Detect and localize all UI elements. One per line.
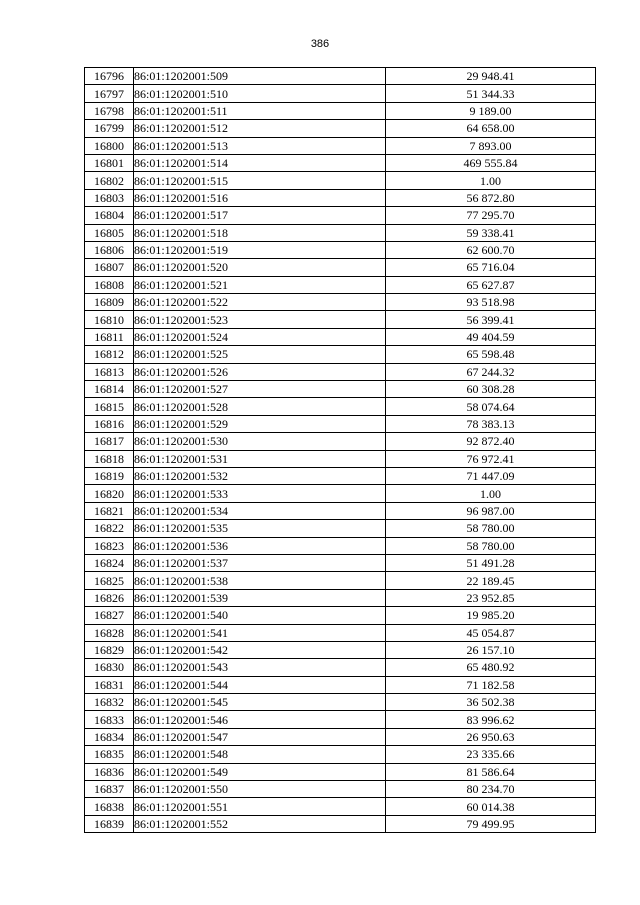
- cadastral-number-cell: 86:01:1202001:552: [134, 815, 386, 832]
- table-row: [85, 798, 596, 815]
- cadastral-value-cell: 60 308.28: [386, 381, 596, 398]
- table-row: [85, 224, 596, 241]
- cadastral-value-cell: 56 399.41: [386, 311, 596, 328]
- cadastral-number-cell: 86:01:1202001:531: [134, 450, 386, 467]
- cadastral-value-cell: 96 987.00: [386, 502, 596, 519]
- row-number-cell: 16806: [85, 241, 134, 258]
- cadastral-value-table: [84, 67, 596, 833]
- cadastral-number-cell: 86:01:1202001:523: [134, 311, 386, 328]
- table-row: [85, 485, 596, 502]
- table-row: [85, 85, 596, 102]
- cadastral-value-cell: 51 344.33: [386, 85, 596, 102]
- cadastral-number-cell: 86:01:1202001:534: [134, 502, 386, 519]
- table-row: [85, 711, 596, 728]
- table-row: [85, 520, 596, 537]
- cadastral-value-cell: 62 600.70: [386, 241, 596, 258]
- cadastral-value-cell: 71 447.09: [386, 467, 596, 484]
- cadastral-number-cell: 86:01:1202001:510: [134, 85, 386, 102]
- table-row: [85, 276, 596, 293]
- row-number-cell: 16804: [85, 207, 134, 224]
- cadastral-number-cell: 86:01:1202001:520: [134, 259, 386, 276]
- table-row: [85, 398, 596, 415]
- table-row: [85, 607, 596, 624]
- cadastral-value-cell: 1.00: [386, 485, 596, 502]
- cadastral-number-cell: 86:01:1202001:517: [134, 207, 386, 224]
- cadastral-number-cell: 86:01:1202001:538: [134, 572, 386, 589]
- row-number-cell: 16808: [85, 276, 134, 293]
- row-number-cell: 16819: [85, 467, 134, 484]
- cadastral-number-cell: 86:01:1202001:540: [134, 607, 386, 624]
- cadastral-value-cell: 26 157.10: [386, 641, 596, 658]
- row-number-cell: 16802: [85, 172, 134, 189]
- row-number-cell: 16805: [85, 224, 134, 241]
- cadastral-value-cell: 78 383.13: [386, 415, 596, 432]
- table-row: [85, 746, 596, 763]
- row-number-cell: 16820: [85, 485, 134, 502]
- cadastral-number-cell: 86:01:1202001:509: [134, 68, 386, 85]
- table-row: [85, 572, 596, 589]
- cadastral-number-cell: 86:01:1202001:549: [134, 763, 386, 780]
- cadastral-number-cell: 86:01:1202001:530: [134, 433, 386, 450]
- table-row: [85, 763, 596, 780]
- cadastral-value-cell: 19 985.20: [386, 607, 596, 624]
- table-row: [85, 554, 596, 571]
- cadastral-value-cell: 65 480.92: [386, 659, 596, 676]
- row-number-cell: 16829: [85, 641, 134, 658]
- cadastral-number-cell: 86:01:1202001:535: [134, 520, 386, 537]
- row-number-cell: 16814: [85, 381, 134, 398]
- cadastral-value-cell: 58 074.64: [386, 398, 596, 415]
- cadastral-value-cell: 36 502.38: [386, 694, 596, 711]
- cadastral-value-cell: 71 182.58: [386, 676, 596, 693]
- cadastral-value-cell: 60 014.38: [386, 798, 596, 815]
- table-row: [85, 659, 596, 676]
- row-number-cell: 16807: [85, 259, 134, 276]
- cadastral-number-cell: 86:01:1202001:546: [134, 711, 386, 728]
- cadastral-value-cell: 1.00: [386, 172, 596, 189]
- cadastral-value-cell: 45 054.87: [386, 624, 596, 641]
- cadastral-value-cell: 23 952.85: [386, 589, 596, 606]
- cadastral-value-cell: 59 338.41: [386, 224, 596, 241]
- cadastral-value-cell: 51 491.28: [386, 554, 596, 571]
- table-row: [85, 415, 596, 432]
- table-row: [85, 676, 596, 693]
- row-number-cell: 16798: [85, 102, 134, 119]
- row-number-cell: 16800: [85, 137, 134, 154]
- cadastral-value-cell: 26 950.63: [386, 728, 596, 745]
- table-row: [85, 172, 596, 189]
- table-row: [85, 346, 596, 363]
- cadastral-value-cell: 56 872.80: [386, 189, 596, 206]
- cadastral-number-cell: 86:01:1202001:545: [134, 694, 386, 711]
- row-number-cell: 16833: [85, 711, 134, 728]
- table-row: [85, 728, 596, 745]
- cadastral-number-cell: 86:01:1202001:550: [134, 781, 386, 798]
- cadastral-number-cell: 86:01:1202001:547: [134, 728, 386, 745]
- cadastral-value-cell: 77 295.70: [386, 207, 596, 224]
- cadastral-value-cell: 58 780.00: [386, 520, 596, 537]
- cadastral-number-cell: 86:01:1202001:533: [134, 485, 386, 502]
- cadastral-value-cell: 49 404.59: [386, 328, 596, 345]
- cadastral-value-cell: 58 780.00: [386, 537, 596, 554]
- row-number-cell: 16803: [85, 189, 134, 206]
- table-row: [85, 102, 596, 119]
- table-row: [85, 154, 596, 171]
- table-row: [85, 624, 596, 641]
- row-number-cell: 16811: [85, 328, 134, 345]
- cadastral-number-cell: 86:01:1202001:513: [134, 137, 386, 154]
- cadastral-value-cell: 65 598.48: [386, 346, 596, 363]
- cadastral-number-cell: 86:01:1202001:528: [134, 398, 386, 415]
- cadastral-number-cell: 86:01:1202001:544: [134, 676, 386, 693]
- table-row: [85, 381, 596, 398]
- cadastral-number-cell: 86:01:1202001:515: [134, 172, 386, 189]
- cadastral-value-cell: 92 872.40: [386, 433, 596, 450]
- cadastral-value-cell: 29 948.41: [386, 68, 596, 85]
- table-row: [85, 694, 596, 711]
- row-number-cell: 16826: [85, 589, 134, 606]
- cadastral-number-cell: 86:01:1202001:539: [134, 589, 386, 606]
- row-number-cell: 16809: [85, 294, 134, 311]
- table-row: [85, 450, 596, 467]
- row-number-cell: 16799: [85, 120, 134, 137]
- cadastral-number-cell: 86:01:1202001:526: [134, 363, 386, 380]
- table-row: [85, 781, 596, 798]
- cadastral-number-cell: 86:01:1202001:548: [134, 746, 386, 763]
- cadastral-value-cell: 65 627.87: [386, 276, 596, 293]
- cadastral-number-cell: 86:01:1202001:518: [134, 224, 386, 241]
- cadastral-number-cell: 86:01:1202001:511: [134, 102, 386, 119]
- table-row: [85, 189, 596, 206]
- table-row: [85, 537, 596, 554]
- cadastral-value-cell: 67 244.32: [386, 363, 596, 380]
- cadastral-value-cell: 79 499.95: [386, 815, 596, 832]
- row-number-cell: 16823: [85, 537, 134, 554]
- row-number-cell: 16801: [85, 154, 134, 171]
- table-row: [85, 207, 596, 224]
- row-number-cell: 16831: [85, 676, 134, 693]
- row-number-cell: 16810: [85, 311, 134, 328]
- cadastral-number-cell: 86:01:1202001:524: [134, 328, 386, 345]
- row-number-cell: 16816: [85, 415, 134, 432]
- row-number-cell: 16817: [85, 433, 134, 450]
- cadastral-number-cell: 86:01:1202001:541: [134, 624, 386, 641]
- row-number-cell: 16834: [85, 728, 134, 745]
- cadastral-number-cell: 86:01:1202001:537: [134, 554, 386, 571]
- table-row: [85, 502, 596, 519]
- cadastral-number-cell: 86:01:1202001:514: [134, 154, 386, 171]
- row-number-cell: 16837: [85, 781, 134, 798]
- row-number-cell: 16812: [85, 346, 134, 363]
- table-row: [85, 311, 596, 328]
- cadastral-number-cell: 86:01:1202001:525: [134, 346, 386, 363]
- row-number-cell: 16835: [85, 746, 134, 763]
- cadastral-value-cell: 64 658.00: [386, 120, 596, 137]
- row-number-cell: 16796: [85, 68, 134, 85]
- cadastral-number-cell: 86:01:1202001:542: [134, 641, 386, 658]
- cadastral-number-cell: 86:01:1202001:551: [134, 798, 386, 815]
- row-number-cell: 16839: [85, 815, 134, 832]
- cadastral-number-cell: 86:01:1202001:512: [134, 120, 386, 137]
- cadastral-value-cell: 9 189.00: [386, 102, 596, 119]
- cadastral-number-cell: 86:01:1202001:527: [134, 381, 386, 398]
- cadastral-number-cell: 86:01:1202001:529: [134, 415, 386, 432]
- table-row: [85, 328, 596, 345]
- row-number-cell: 16827: [85, 607, 134, 624]
- cadastral-value-cell: 23 335.66: [386, 746, 596, 763]
- row-number-cell: 16815: [85, 398, 134, 415]
- row-number-cell: 16813: [85, 363, 134, 380]
- row-number-cell: 16797: [85, 85, 134, 102]
- table-row: [85, 641, 596, 658]
- cadastral-number-cell: 86:01:1202001:532: [134, 467, 386, 484]
- page-number: 386: [310, 38, 330, 50]
- cadastral-value-cell: 76 972.41: [386, 450, 596, 467]
- table-row: [85, 68, 596, 85]
- table-row: [85, 467, 596, 484]
- cadastral-number-cell: 86:01:1202001:519: [134, 241, 386, 258]
- cadastral-value-cell: 80 234.70: [386, 781, 596, 798]
- row-number-cell: 16824: [85, 554, 134, 571]
- table-row: [85, 137, 596, 154]
- cadastral-value-cell: 93 518.98: [386, 294, 596, 311]
- row-number-cell: 16832: [85, 694, 134, 711]
- cadastral-value-cell: 7 893.00: [386, 137, 596, 154]
- table-row: [85, 589, 596, 606]
- row-number-cell: 16828: [85, 624, 134, 641]
- row-number-cell: 16825: [85, 572, 134, 589]
- cadastral-value-cell: 65 716.04: [386, 259, 596, 276]
- row-number-cell: 16821: [85, 502, 134, 519]
- table-row: [85, 363, 596, 380]
- row-number-cell: 16822: [85, 520, 134, 537]
- cadastral-number-cell: 86:01:1202001:521: [134, 276, 386, 293]
- table-row: [85, 120, 596, 137]
- row-number-cell: 16838: [85, 798, 134, 815]
- row-number-cell: 16818: [85, 450, 134, 467]
- cadastral-value-cell: 22 189.45: [386, 572, 596, 589]
- table-row: [85, 433, 596, 450]
- cadastral-number-cell: 86:01:1202001:543: [134, 659, 386, 676]
- table-row: [85, 241, 596, 258]
- row-number-cell: 16830: [85, 659, 134, 676]
- cadastral-value-cell: 469 555.84: [386, 154, 596, 171]
- table-row: [85, 294, 596, 311]
- cadastral-value-cell: 83 996.62: [386, 711, 596, 728]
- row-number-cell: 16836: [85, 763, 134, 780]
- cadastral-number-cell: 86:01:1202001:536: [134, 537, 386, 554]
- table-row: [85, 815, 596, 832]
- cadastral-number-cell: 86:01:1202001:516: [134, 189, 386, 206]
- cadastral-number-cell: 86:01:1202001:522: [134, 294, 386, 311]
- table-row: [85, 259, 596, 276]
- table-body: [85, 68, 596, 833]
- cadastral-value-cell: 81 586.64: [386, 763, 596, 780]
